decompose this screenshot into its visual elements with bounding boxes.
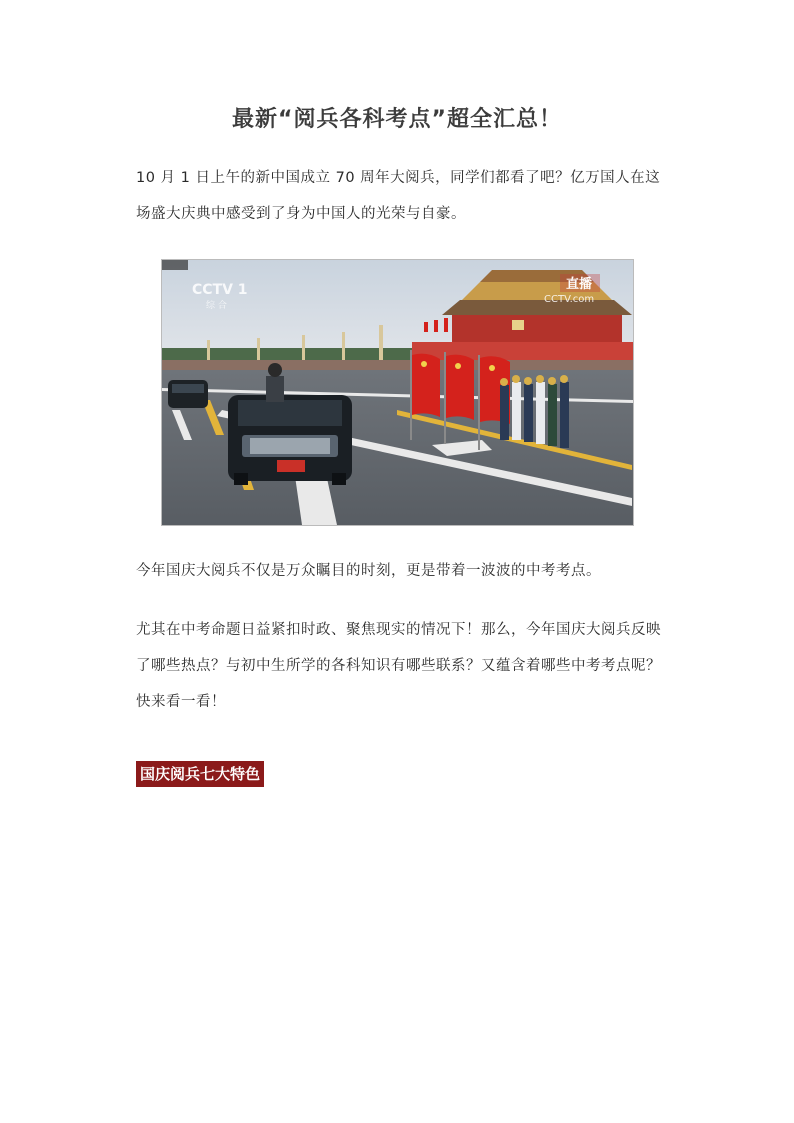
cctv-channel-sub: 综 合 [206, 301, 227, 311]
cctv-com-logo: CCTV.com [544, 294, 595, 305]
parade-photo [161, 259, 634, 526]
intro-paragraph: 10 月 1 日上午的新中国成立 70 周年大阅兵，同学们都看了吧？亿万国人在这场盛大庆典中感受到了身为中国人的光荣与自豪。 [136, 170, 661, 222]
body-paragraph-3: 尤其在中考命题日益紧扣时政、聚焦现实的情况下！那么，今年国庆大阅兵反映了哪些热点？与初中生所学的各科知识有哪些联系？又蕴含着哪些中考考点呢？快来看一看！ [136, 622, 661, 710]
body-paragraph-2: 今年国庆大阅兵不仅是万众瞩目的时刻，更是带着一波波的中考考点。 [136, 563, 601, 579]
cctv-logo: CCTV 1 [192, 282, 248, 298]
page-title: 最新“阅兵各科考点”超全汇总！ [232, 107, 562, 132]
section-heading: 国庆阅兵七大特色 [136, 761, 264, 787]
live-label: 直播 [566, 277, 593, 292]
